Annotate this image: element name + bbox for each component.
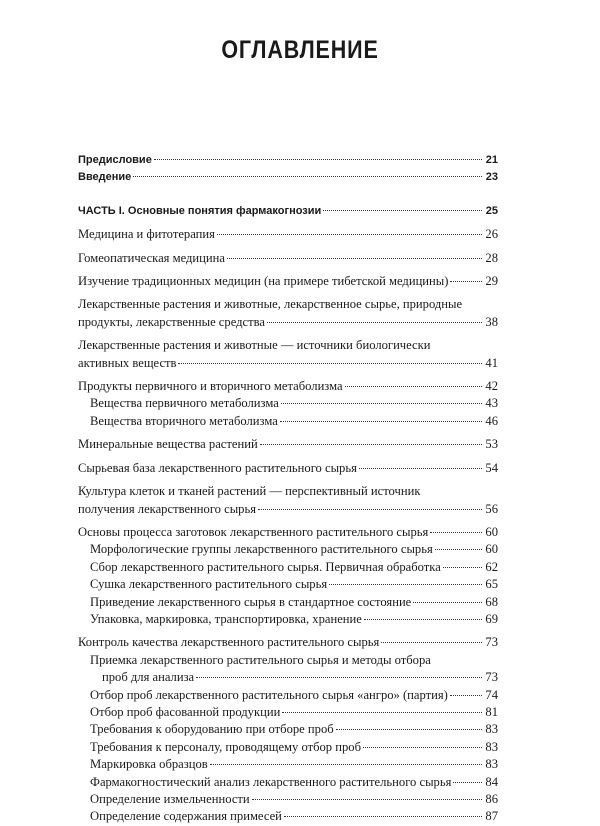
table-of-contents (78, 152, 498, 826)
toc-entry-title: Сбор лекарственного растительного сырья. Первичная обработка (90, 559, 441, 574)
toc-page-number: 62 (485, 559, 498, 574)
toc-entry-title: Изучение традиционных медицин (на примере тибетской медицины) (78, 274, 449, 289)
toc-page-number: 73 (485, 670, 498, 685)
toc-subentry[interactable] (78, 611, 498, 628)
toc-subentry[interactable] (78, 687, 498, 704)
dot-leader (435, 549, 482, 550)
toc-subentry[interactable] (78, 413, 498, 430)
toc-entry-title: Минеральные вещества растений (78, 437, 258, 452)
toc-page-number: 60 (485, 524, 498, 539)
toc-entry-title: Гомеопатическая медицина (78, 250, 225, 265)
dot-leader (345, 386, 482, 387)
toc-entry-part-1[interactable] (78, 203, 498, 220)
dot-leader (284, 816, 482, 817)
toc-subentry[interactable] (78, 652, 498, 687)
dot-leader (450, 695, 482, 696)
toc-page-number: 38 (485, 314, 498, 329)
toc-subentry[interactable] (78, 704, 498, 721)
toc-entry[interactable] (78, 483, 498, 518)
toc-subentry[interactable] (78, 756, 498, 773)
dot-leader (196, 677, 482, 678)
toc-entry[interactable] (78, 524, 498, 541)
toc-page-number: 74 (485, 687, 498, 702)
dot-leader (453, 782, 482, 783)
toc-entry-title: Требования к персоналу, проводящему отбор проб (90, 739, 361, 754)
toc-entry-title: Приведение лекарственного сырья в стандартное состояние (90, 594, 412, 609)
toc-page-number: 83 (485, 722, 498, 737)
toc-page-number: 41 (485, 355, 498, 370)
toc-entry-title: Основы процесса заготовок лекарственного растительного сырья (78, 524, 429, 539)
dot-leader (280, 421, 482, 422)
toc-entry-title: Сушка лекарственного растительного сырья (90, 577, 328, 592)
toc-entry-title: Отбор проб фасованной продукции (90, 704, 281, 719)
toc-entry-title-cont: проб для анализа (102, 670, 195, 685)
toc-entry-title: Контроль качества лекарственного растительного сырья (78, 635, 380, 650)
toc-entry-title-cont: активных веществ (78, 355, 177, 370)
toc-entry-title: Медицина и фитотерапия (78, 227, 215, 242)
toc-entry-title: Лекарственные растения и животные — источники биологически (78, 338, 431, 353)
dot-leader (413, 602, 482, 603)
dot-leader (258, 509, 482, 510)
dot-leader (260, 444, 482, 445)
toc-page-number: 60 (485, 542, 498, 557)
toc-entry-title: Отбор проб лекарственного растительного сырья «ангро» (партия) (90, 687, 448, 702)
toc-page-number: 83 (485, 739, 498, 754)
toc-entry-title-cont: получения лекарственного сырья (78, 501, 256, 516)
toc-page-number: 86 (485, 792, 498, 806)
toc-entry-title: Культура клеток и тканей растений — перспективный источник (78, 484, 421, 499)
toc-entry-title: Предисловие (78, 154, 152, 166)
toc-page-number: 21 (485, 154, 498, 166)
dot-leader (252, 799, 482, 800)
dot-leader (336, 729, 482, 730)
toc-entry-title: Морфологические группы лекарственного растительного сырья (90, 542, 433, 557)
toc-page-number: 68 (485, 594, 498, 609)
dot-leader (443, 567, 482, 568)
toc-entry-title: Вещества первичного метаболизма (90, 396, 279, 411)
toc-entry-title: Определение содержания примесей (90, 809, 282, 824)
toc-subentry[interactable] (78, 395, 498, 412)
toc-subentry[interactable] (78, 721, 498, 738)
toc-entry[interactable] (78, 273, 498, 290)
toc-entry-title: Упаковка, маркировка, транспортировка, хранение (90, 611, 362, 626)
toc-entry-title: Маркировка образцов (90, 757, 208, 772)
toc-page-number: 42 (485, 379, 498, 394)
toc-page-number: 81 (485, 704, 498, 719)
toc-page-number: 73 (485, 635, 498, 650)
dot-leader (323, 210, 482, 211)
toc-subentry[interactable] (78, 559, 498, 576)
toc-subentry[interactable] (78, 576, 498, 593)
toc-entry[interactable] (78, 634, 498, 651)
dot-leader (430, 532, 482, 533)
dot-leader (329, 584, 482, 585)
toc-subentry[interactable] (78, 774, 498, 791)
toc-page-number: 56 (485, 501, 498, 516)
toc-page-number: 25 (485, 204, 498, 217)
toc-entry[interactable] (78, 337, 498, 372)
page-title: ОГЛАВЛЕНИЕ (221, 36, 379, 64)
toc-page-number: 29 (485, 274, 498, 289)
toc-page-number: 53 (485, 437, 498, 452)
toc-page-number: 84 (485, 774, 498, 789)
dot-leader (450, 281, 482, 282)
dot-leader (381, 642, 482, 643)
dot-leader (282, 712, 482, 713)
toc-entry-title-cont: продукты, лекарственные средства (78, 314, 265, 329)
dot-leader (217, 234, 482, 235)
toc-page-number: 46 (485, 413, 498, 428)
dot-leader (281, 403, 482, 404)
toc-entry[interactable] (78, 226, 498, 243)
toc-entry[interactable] (78, 378, 498, 395)
toc-entry-title: Требования к оборудованию при отборе проб (90, 722, 334, 737)
toc-entry-title: ЧАСТЬ I. Основные понятия фармакогнозии (78, 204, 322, 217)
toc-entry[interactable] (78, 250, 498, 267)
toc-page-number: 26 (485, 227, 498, 242)
dot-leader (227, 258, 482, 259)
toc-page-number: 69 (485, 611, 498, 626)
toc-entry[interactable] (78, 460, 498, 477)
toc-subentry[interactable] (78, 808, 498, 825)
dot-leader (363, 747, 482, 748)
toc-entry-title: Лекарственные растения и животные, лекарственное сырье, природные (78, 297, 463, 312)
toc-page-number: 54 (485, 460, 498, 475)
toc-subentry[interactable] (78, 791, 498, 808)
dot-leader (133, 176, 482, 177)
dot-leader (364, 619, 482, 620)
toc-subentry[interactable] (78, 739, 498, 756)
dot-leader (178, 363, 482, 364)
toc-entry-title: Сырьевая база лекарственного растительного сырья (78, 460, 357, 475)
toc-entry-title: Введение (78, 171, 132, 184)
toc-page-number: 23 (485, 171, 498, 184)
toc-page-number: 43 (485, 396, 498, 411)
toc-page-number: 87 (485, 809, 498, 824)
dot-leader (154, 159, 482, 160)
toc-entry[interactable] (78, 296, 498, 331)
dot-leader (210, 764, 482, 765)
toc-entry-title: Фармакогностический анализ лекарственного растительного сырья (90, 774, 452, 789)
toc-page-number: 83 (485, 757, 498, 772)
toc-entry-title: Определение измельченности (90, 792, 250, 806)
toc-subentry[interactable] (78, 541, 498, 558)
toc-entry-title: Продукты первичного и вторичного метаболизма (78, 379, 343, 394)
toc-subentry[interactable] (78, 594, 498, 611)
toc-entry-preface[interactable] (78, 152, 498, 169)
toc-page-number: 65 (485, 577, 498, 592)
dot-leader (359, 468, 482, 469)
toc-entry-title: Приемка лекарственного растительного сырья и методы отбора (90, 652, 431, 667)
toc-entry-title: Вещества вторичного метаболизма (90, 413, 278, 428)
dot-leader (267, 322, 482, 323)
toc-entry-introduction[interactable] (78, 169, 498, 186)
toc-page-number: 28 (485, 250, 498, 265)
toc-entry[interactable] (78, 436, 498, 453)
